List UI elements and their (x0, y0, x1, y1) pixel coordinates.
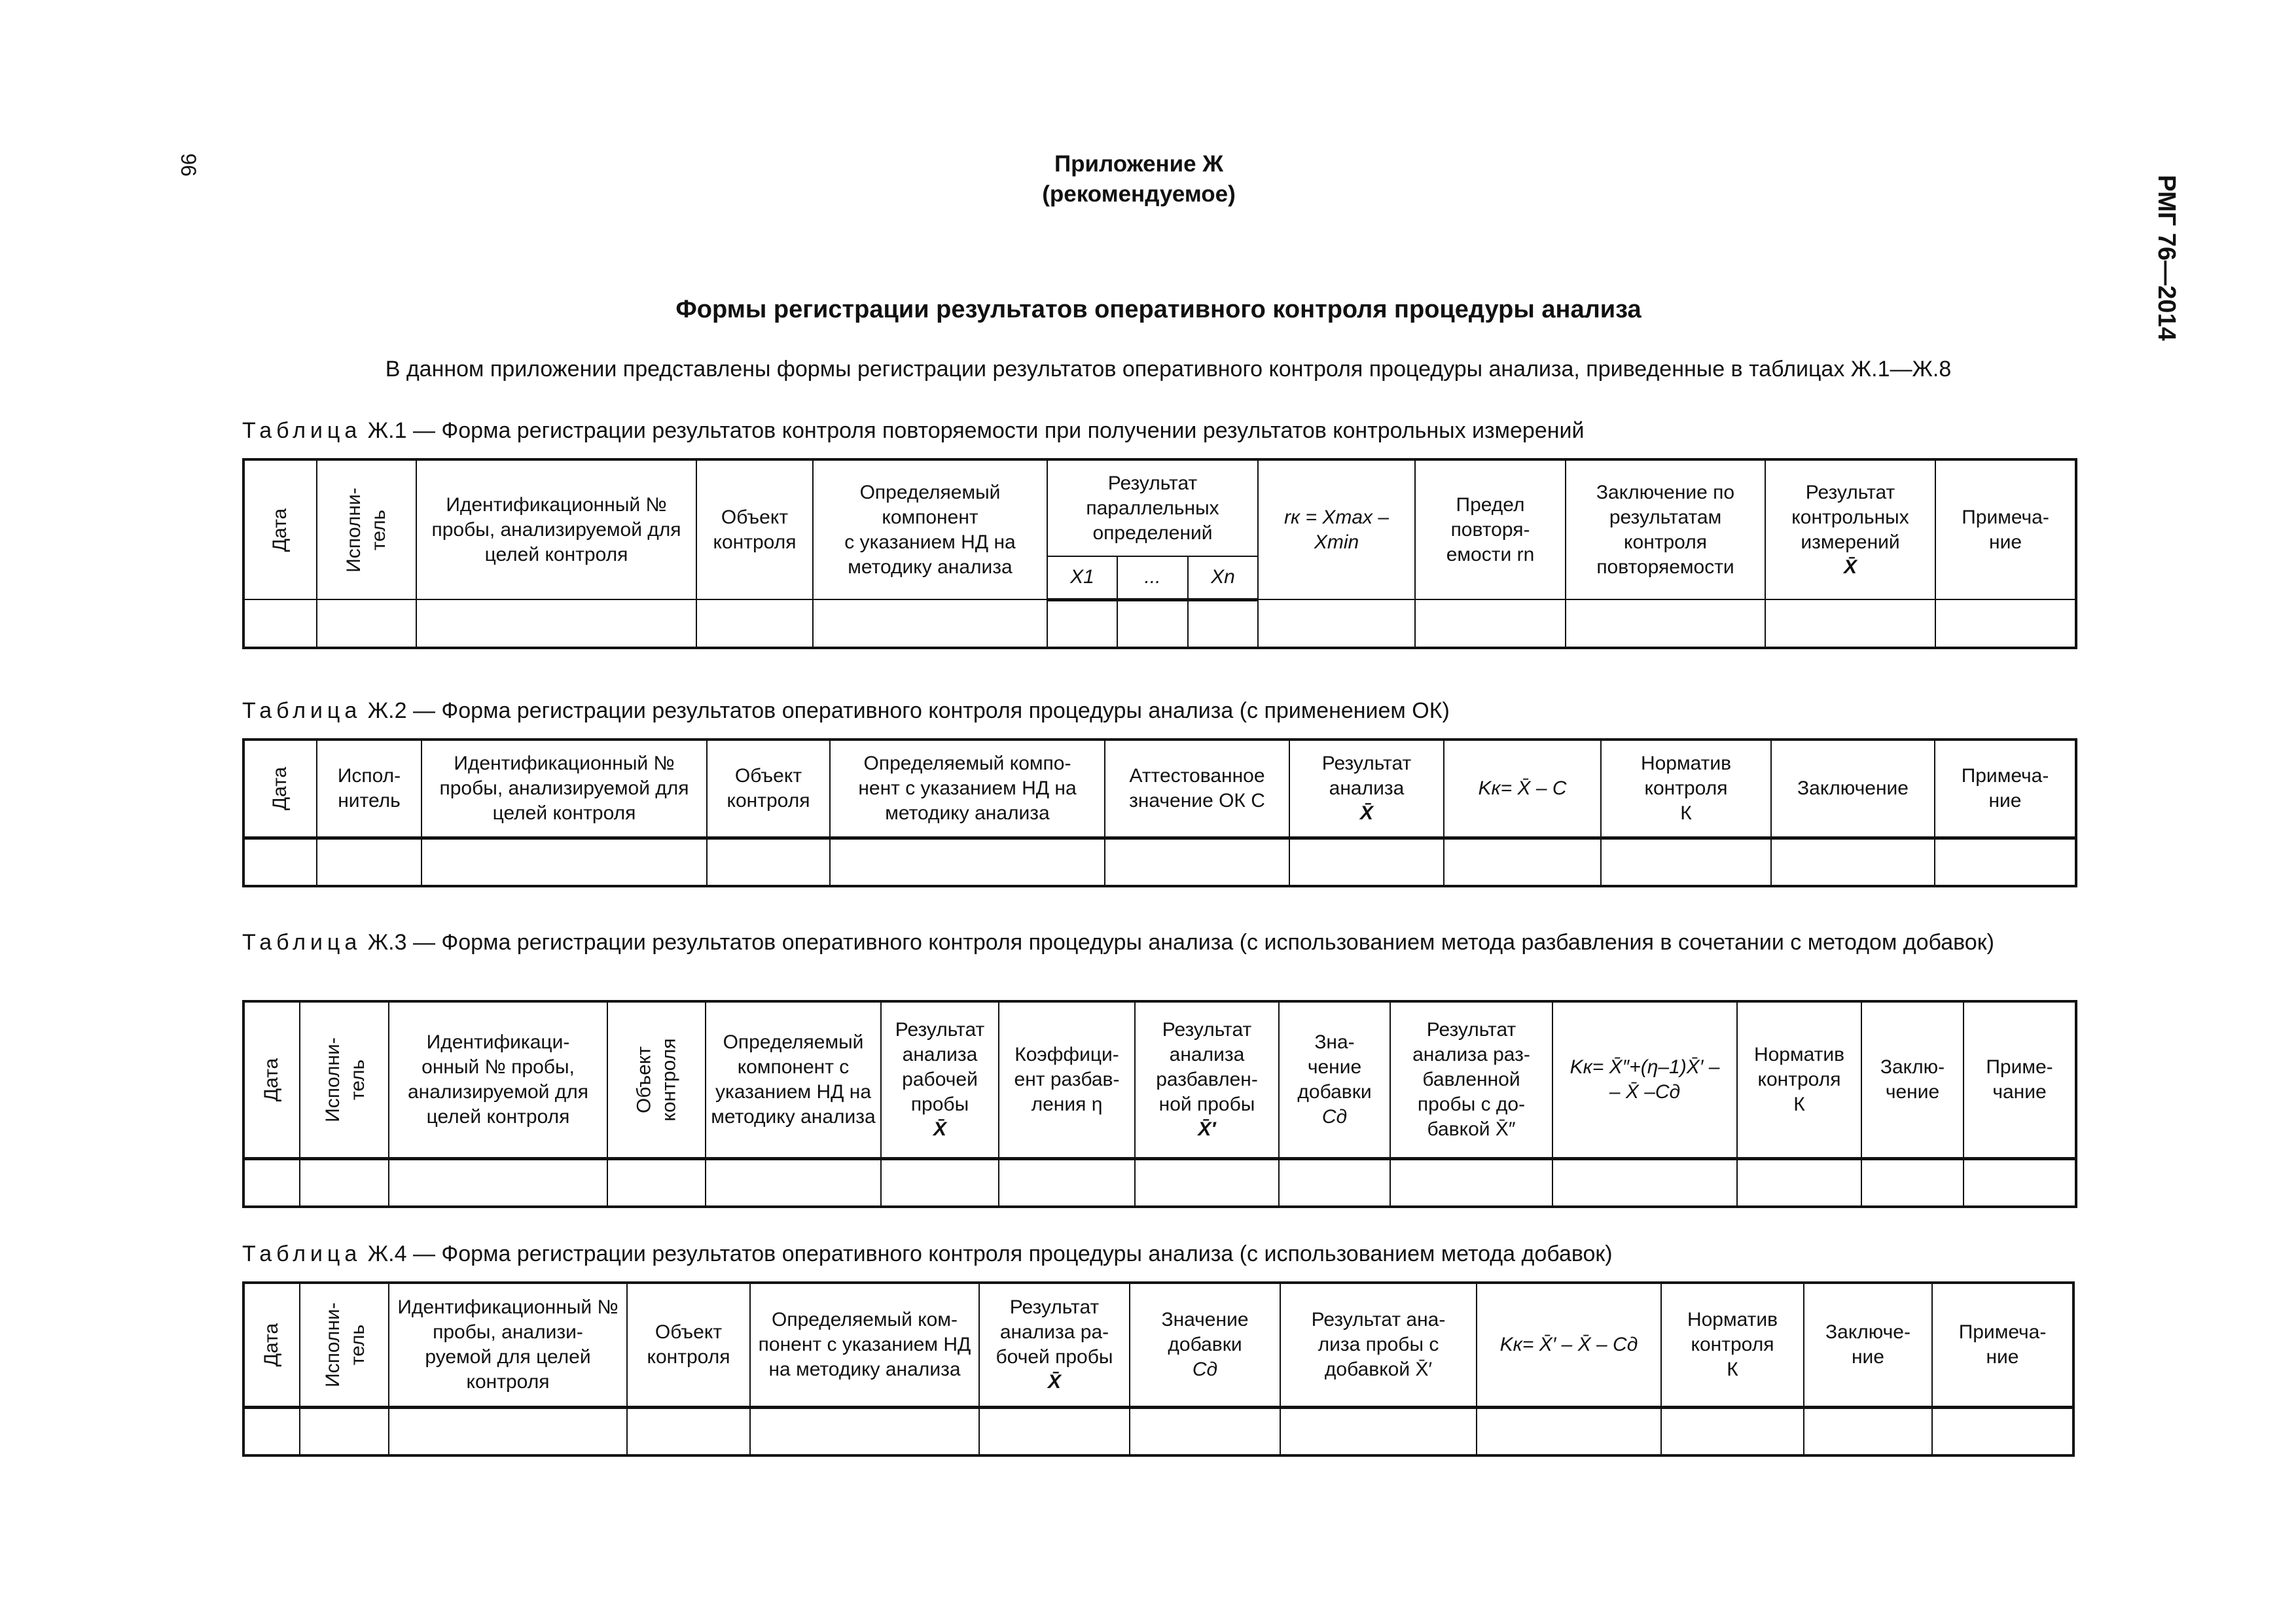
header-additive (1279, 1001, 1390, 1158)
header-rk: rк = Xmax – Xmin (1258, 459, 1415, 599)
header-norm: Норматив контроля К (1661, 1283, 1804, 1407)
entry-cell[interactable] (1117, 599, 1188, 648)
entry-cell[interactable] (1444, 838, 1601, 886)
header-working-label: Результат анализа рабочей пробы (895, 1018, 985, 1115)
header-note: Примеча- ние (1932, 1283, 2073, 1407)
entry-cell[interactable] (627, 1407, 750, 1455)
table2-caption (242, 696, 2075, 725)
table-2 (242, 738, 2077, 887)
entry-cell[interactable] (1047, 599, 1117, 648)
entry-cell[interactable] (1279, 1158, 1390, 1207)
entry-cell[interactable] (1135, 1158, 1279, 1207)
header-working-symbol: X̄ (1047, 1370, 1061, 1393)
entry-cell[interactable] (696, 599, 813, 648)
header-xn: Xn (1188, 556, 1258, 599)
entry-cell[interactable] (979, 1407, 1130, 1455)
entry-cell[interactable] (813, 599, 1047, 648)
caption-label: Таблица (242, 1241, 362, 1266)
header-result (1765, 459, 1935, 599)
header-object: Объект контроля (696, 459, 813, 599)
header-diluted-label: Результат анализа разбавлен- ной пробы (1156, 1018, 1258, 1115)
appendix-title: Приложение Ж (1054, 151, 1224, 177)
header-date: Дата (243, 740, 317, 838)
entry-cell[interactable] (1188, 599, 1258, 648)
main-title: Формы регистрации результатов оперативного контроля процедуры анализа (675, 296, 1641, 323)
header-conclusion: Заклю- чение (1861, 1001, 1964, 1158)
entry-cell[interactable] (1935, 838, 2076, 886)
entry-cell[interactable] (830, 838, 1105, 886)
table3-caption (242, 928, 2075, 957)
header-kk: Kк= X̄ – C (1444, 740, 1601, 838)
header-note: Примеча- ние (1935, 740, 2076, 838)
entry-cell[interactable] (1258, 599, 1415, 648)
header-date: Дата (243, 1283, 300, 1407)
header-object: Объект контроля (607, 1001, 706, 1158)
header-norm: Норматив контроля К (1601, 740, 1771, 838)
caption-text: Ж.2 — Форма регистрации результатов оперативного контроля процедуры анализа (с применением ОК) (361, 698, 1450, 723)
header-executor: Испол- нитель (317, 740, 422, 838)
table4-caption (242, 1240, 2075, 1268)
entry-cell[interactable] (243, 1407, 300, 1455)
header-note: Примеча- ние (1935, 459, 2076, 599)
header-component: Определяемый ком- понент с указанием НД на методику анализа (750, 1283, 979, 1407)
entry-cell[interactable] (1390, 1158, 1552, 1207)
header-date: Дата (243, 1001, 300, 1158)
document-code: РМГ 76—2014 (2153, 175, 2180, 341)
entry-cell[interactable] (1932, 1407, 2073, 1455)
entry-cell[interactable] (422, 838, 707, 886)
header-conclusion: Заключе- ние (1804, 1283, 1932, 1407)
entry-cell[interactable] (1566, 599, 1765, 648)
entry-cell[interactable] (317, 599, 416, 648)
caption-text: Ж.3 — Форма регистрации результатов оперативного контроля процедуры анализа (с использованием метода разбавления в сочетании с методом добавок) (361, 930, 1994, 955)
entry-cell[interactable] (1289, 838, 1444, 886)
caption-text: Ж.1 — Форма регистрации результатов контроля повторяемости при получении результатов контрольных измерений (361, 418, 1585, 443)
header-component: Определяемый компо- нент с указанием НД на методику анализа (830, 740, 1105, 838)
entry-cell[interactable] (389, 1158, 607, 1207)
entry-cell[interactable] (300, 1407, 389, 1455)
header-component: Определяемый компонент с указанием НД на методику анализа (813, 459, 1047, 599)
entry-cell[interactable] (999, 1158, 1135, 1207)
intro-paragraph: В данном приложении представлены формы регистрации результатов оперативного контроля процедуры анализа, приведенные в таблицах Ж.1—Ж.8 (385, 357, 1952, 382)
header-result-label: Результат анализа (1321, 752, 1412, 799)
header-norm: Норматив контроля К (1737, 1001, 1861, 1158)
header-object: Объект контроля (707, 740, 830, 838)
entry-cell[interactable] (1552, 1158, 1737, 1207)
header-result-label: Результат контрольных измерений (1791, 481, 1909, 553)
table-1 (242, 458, 2077, 649)
table-4 (242, 1281, 2075, 1457)
table-3 (242, 1000, 2077, 1208)
entry-cell[interactable] (1661, 1407, 1804, 1455)
header-result (1289, 740, 1444, 838)
header-sample-id: Идентификационный № пробы, анализи- руемой для целей контроля (389, 1283, 627, 1407)
entry-cell[interactable] (1105, 838, 1289, 886)
header-component: Определяемый компонент с указанием НД на методику анализа (706, 1001, 881, 1158)
header-working (979, 1283, 1130, 1407)
header-kk: Kк= X̄′ – X̄ – Cд (1477, 1283, 1661, 1407)
entry-cell[interactable] (707, 838, 830, 886)
entry-cell[interactable] (317, 838, 422, 886)
entry-cell[interactable] (1804, 1407, 1932, 1455)
header-certified: Аттестованное значение ОК C (1105, 740, 1289, 838)
table-row (243, 838, 2076, 886)
entry-cell[interactable] (243, 599, 317, 648)
entry-cell[interactable] (607, 1158, 706, 1207)
header-sample-id: Идентификационный № пробы, анализируемой для целей контроля (416, 459, 696, 599)
table-row (243, 1158, 2076, 1207)
table-row (243, 1407, 2073, 1455)
header-note: Приме- чание (1964, 1001, 2076, 1158)
entry-cell[interactable] (1771, 838, 1935, 886)
header-conclusion: Заключение (1771, 740, 1935, 838)
header-working-symbol: X̄ (933, 1118, 946, 1140)
table1-caption (242, 416, 2075, 445)
header-with-additive: Результат ана- лиза пробы с добавкой X̄′ (1280, 1283, 1477, 1407)
entry-cell[interactable] (1737, 1158, 1861, 1207)
entry-cell[interactable] (243, 1158, 300, 1207)
entry-cell[interactable] (750, 1407, 979, 1455)
entry-cell[interactable] (1130, 1407, 1280, 1455)
header-result-symbol: X̄ (1359, 802, 1373, 824)
entry-cell[interactable] (1477, 1407, 1661, 1455)
header-sample-id: Идентификационный № пробы, анализируемой для целей контроля (422, 740, 707, 838)
header-diluted-symbol: X̄′ (1198, 1118, 1216, 1140)
entry-cell[interactable] (1415, 599, 1566, 648)
caption-label: Таблица (242, 930, 362, 955)
caption-label: Таблица (242, 698, 362, 723)
header-limit: Предел повторя- емости rn (1415, 459, 1566, 599)
table-row (243, 599, 2076, 648)
header-additive-label: Значение добавки (1161, 1308, 1249, 1355)
entry-cell[interactable] (300, 1158, 389, 1207)
entry-cell[interactable] (1280, 1407, 1477, 1455)
header-additive-label: Зна- чение добавки (1297, 1031, 1372, 1103)
header-parallel: Результат параллельных определений (1047, 459, 1258, 556)
header-additive (1130, 1283, 1280, 1407)
entry-cell[interactable] (1964, 1158, 2076, 1207)
header-working-label: Результат анализа ра- бочей пробы (996, 1296, 1113, 1368)
header-executor: Исполни- тель (300, 1283, 389, 1407)
appendix-subtitle: (рекомендуемое) (1042, 181, 1236, 207)
entry-cell[interactable] (243, 838, 317, 886)
header-diluted (1135, 1001, 1279, 1158)
header-object: Объект контроля (627, 1283, 750, 1407)
header-diluted-additive: Результат анализа раз- бавленной пробы с до- бавкой X̄″ (1390, 1001, 1552, 1158)
caption-label: Таблица (242, 418, 362, 443)
entry-cell[interactable] (1935, 599, 2076, 648)
header-conclusion: Заключение по результатам контроля повторяемости (1566, 459, 1765, 599)
header-executor: Исполни- тель (317, 459, 416, 599)
header-kk: Kк= X̄″+(η–1)X̄′ – – X̄ –Cд (1552, 1001, 1737, 1158)
header-result-symbol: X̄ (1844, 556, 1857, 578)
header-working (881, 1001, 999, 1158)
entry-cell[interactable] (1765, 599, 1935, 648)
header-dilution: Коэффици- ент разбав- ления η (999, 1001, 1135, 1158)
header-sample-id: Идентификаци- онный № пробы, анализируемой для целей контроля (389, 1001, 607, 1158)
header-additive-symbol: Cд (1321, 1105, 1348, 1128)
entry-cell[interactable] (416, 599, 696, 648)
header-x1: X1 (1047, 556, 1117, 599)
entry-cell[interactable] (706, 1158, 881, 1207)
entry-cell[interactable] (1601, 838, 1771, 886)
header-executor: Исполни- тель (300, 1001, 389, 1158)
caption-text: Ж.4 — Форма регистрации результатов оперативного контроля процедуры анализа (с использованием метода добавок) (361, 1241, 1613, 1266)
entry-cell[interactable] (1861, 1158, 1964, 1207)
entry-cell[interactable] (389, 1407, 627, 1455)
page-number: 96 (177, 153, 200, 177)
header-date: Дата (243, 459, 317, 599)
header-dots: ... (1117, 556, 1188, 599)
entry-cell[interactable] (881, 1158, 999, 1207)
header-additive-symbol: Cд (1192, 1358, 1218, 1380)
